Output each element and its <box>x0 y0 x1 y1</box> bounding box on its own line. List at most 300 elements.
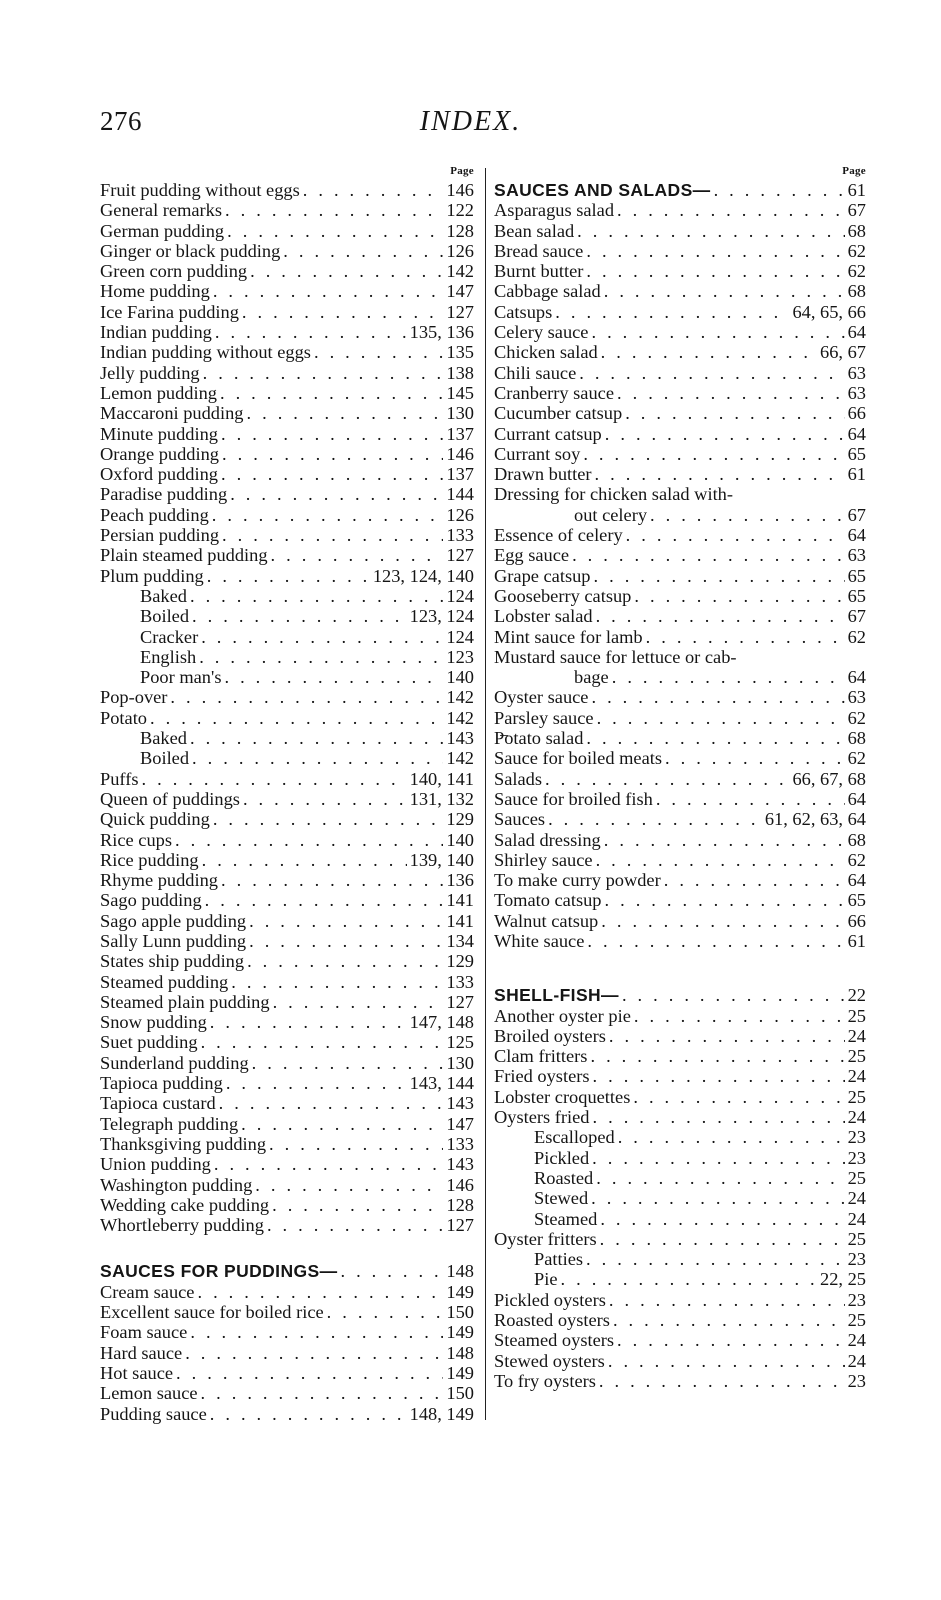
entry-text: Salad dressing <box>494 829 601 850</box>
index-entry <box>494 627 866 647</box>
index-entry <box>494 728 866 748</box>
entry-text: Burnt butter <box>494 261 584 282</box>
leader-dots <box>594 708 845 728</box>
right-column <box>494 163 866 1391</box>
entry-text: Catsups <box>494 301 553 322</box>
left-column <box>100 163 474 1424</box>
index-entry <box>494 1188 866 1208</box>
entry-text: Oyster sauce <box>494 687 589 708</box>
entry-page: 63 <box>847 362 866 383</box>
index-entry <box>100 1404 474 1424</box>
entry-text: Cream sauce <box>100 1281 195 1302</box>
index-entry <box>494 200 866 220</box>
entry-text: Baked <box>140 728 187 749</box>
leader-dots <box>172 830 443 850</box>
leader-dots <box>589 1148 844 1168</box>
column-divider <box>485 168 486 1420</box>
index-entry <box>494 484 866 504</box>
index-entry <box>100 769 474 789</box>
entry-page: 146 <box>446 1174 474 1195</box>
entry-page: 129 <box>446 809 474 830</box>
entry-text: Oxford pudding <box>100 464 218 485</box>
index-entry <box>100 505 474 525</box>
entry-page: 135, 136 <box>409 322 474 343</box>
leader-dots <box>662 748 845 768</box>
entry-text: Egg sauce <box>494 545 570 566</box>
leader-dots <box>552 302 789 322</box>
entry-page: 24 <box>847 1330 866 1351</box>
entry-text: Sauce for broiled fish <box>494 788 653 809</box>
section-title: SAUCES AND SALADS— <box>494 180 711 200</box>
leader-dots <box>216 1093 444 1113</box>
leader-dots <box>228 972 443 992</box>
entry-page: 123, 124, 140 <box>372 565 474 586</box>
entry-text: Sunderland pudding <box>100 1052 249 1073</box>
leader-dots <box>593 1168 844 1188</box>
index-entry <box>494 1087 866 1107</box>
index-entry <box>494 769 866 789</box>
entry-text: Boiled <box>140 748 190 769</box>
leader-dots <box>189 606 407 626</box>
leader-dots <box>200 363 444 383</box>
leader-dots <box>198 1032 444 1052</box>
entry-page: 65 <box>847 890 866 911</box>
entry-text: Currant catsup <box>494 423 602 444</box>
index-entry <box>494 667 866 687</box>
index-entry <box>494 1229 866 1249</box>
index-entry <box>494 1371 866 1391</box>
index-entry <box>494 748 866 768</box>
index-entry <box>100 748 474 768</box>
entry-page: 130 <box>446 1052 474 1073</box>
leader-dots <box>569 545 845 565</box>
index-entry <box>494 1351 866 1371</box>
index-entry <box>494 687 866 707</box>
entry-text: Lobster salad <box>494 606 593 627</box>
leader-dots <box>227 484 443 504</box>
entry-text: White sauce <box>494 930 585 951</box>
entry-page: 138 <box>446 362 474 383</box>
leader-dots <box>217 383 443 403</box>
leader-dots <box>590 1066 845 1086</box>
entry-text: Wedding cake pudding <box>100 1194 270 1215</box>
entry-text: Green corn pudding <box>100 261 248 282</box>
entry-text: Currant soy <box>494 443 581 464</box>
leader-dots <box>588 1188 844 1208</box>
entry-text: Pickled oysters <box>494 1289 606 1310</box>
index-entry <box>100 830 474 850</box>
leader-dots <box>615 1127 845 1147</box>
leader-dots <box>580 444 844 464</box>
entry-text: Indian pudding <box>100 322 212 343</box>
entry-text: Maccaroni pudding <box>100 403 244 424</box>
entry-page: 149 <box>446 1362 474 1383</box>
leader-dots <box>574 221 844 241</box>
leader-dots <box>587 1046 844 1066</box>
leader-dots <box>246 911 443 931</box>
entry-text: Escalloped <box>534 1127 615 1148</box>
entry-page: 137 <box>446 423 474 444</box>
entry-page: 126 <box>446 504 474 525</box>
leader-dots <box>264 1215 443 1235</box>
entry-text: Walnut catsup <box>494 910 599 931</box>
entry-text: Clam fritters <box>494 1046 588 1067</box>
leader-dots <box>266 1134 443 1154</box>
entry-text: bage <box>574 667 609 688</box>
entry-text: Rice pudding <box>100 849 199 870</box>
leader-dots <box>207 1012 407 1032</box>
entry-page: 134 <box>446 930 474 951</box>
entry-page: 127 <box>446 545 474 566</box>
index-entry <box>494 322 866 342</box>
leader-dots <box>211 1154 444 1174</box>
entry-text: Mint sauce for lamb <box>494 626 643 647</box>
index-entry <box>494 1269 866 1289</box>
entry-text: Stewed oysters <box>494 1350 605 1371</box>
entry-text: Lemon sauce <box>100 1383 198 1404</box>
index-entry <box>494 708 866 728</box>
entry-page: 66 <box>847 403 866 424</box>
entry-page: 146 <box>446 443 474 464</box>
leader-dots <box>588 322 844 342</box>
index-entry <box>494 647 866 667</box>
entry-page: 68 <box>847 281 866 302</box>
entry-text: Tapioca pudding <box>100 1073 223 1094</box>
entry-page: 144 <box>446 484 474 505</box>
entry-text: Fried oysters <box>494 1066 590 1087</box>
index-entry <box>100 261 474 281</box>
index-entry <box>100 545 474 565</box>
entry-text: To fry oysters <box>494 1370 596 1391</box>
entry-page: 22, 25 <box>820 1269 866 1290</box>
index-entry <box>494 1148 866 1168</box>
index-entry <box>100 1053 474 1073</box>
entry-page: 145 <box>446 382 474 403</box>
leader-dots <box>210 809 444 829</box>
index-entry <box>100 890 474 910</box>
index-entry <box>100 1215 474 1235</box>
entry-text: Steamed plain pudding <box>100 991 270 1012</box>
index-entry <box>100 850 474 870</box>
index-entry <box>100 809 474 829</box>
entry-page: 149 <box>446 1322 474 1343</box>
entry-page: 130 <box>446 403 474 424</box>
index-entry <box>494 850 866 870</box>
index-entry <box>494 383 866 403</box>
leader-dots <box>610 1310 845 1330</box>
leader-dots <box>583 241 844 261</box>
leader-dots <box>189 748 443 768</box>
entry-page: 143 <box>446 728 474 749</box>
index-entry <box>494 789 866 809</box>
entry-page: 142 <box>446 261 474 282</box>
section-heading <box>96 1261 474 1281</box>
leader-dots <box>542 769 789 789</box>
leader-dots <box>187 586 443 606</box>
index-entry <box>494 1066 866 1086</box>
entry-text: Peach pudding <box>100 504 209 525</box>
page-column-heading: Page <box>450 165 474 177</box>
index-entry <box>100 1175 474 1195</box>
entry-page: 25 <box>847 1228 866 1249</box>
leader-dots <box>147 708 443 728</box>
entry-text: Essence of celery <box>494 525 623 546</box>
index-entry <box>100 302 474 322</box>
entry-page: 25 <box>847 1310 866 1331</box>
entry-page: 66, 67, 68 <box>792 768 866 789</box>
index-entry <box>100 870 474 890</box>
leader-dots <box>614 383 845 403</box>
index-entry <box>100 992 474 1012</box>
entry-page: 65 <box>847 443 866 464</box>
entry-page: 127 <box>446 301 474 322</box>
entry-text: Gooseberry catsup <box>494 585 632 606</box>
leader-dots <box>218 870 443 890</box>
entry-text: English <box>140 646 197 667</box>
leader-dots <box>598 911 844 931</box>
leader-dots <box>588 687 844 707</box>
entry-text: Sago pudding <box>100 890 202 911</box>
entry-page: 23 <box>847 1249 866 1270</box>
leader-dots <box>583 261 844 281</box>
entry-text: Stewed <box>534 1188 589 1209</box>
entry-text: Puffs <box>100 768 139 789</box>
entry-page: 125 <box>446 1032 474 1053</box>
entry-page: 140 <box>446 667 474 688</box>
leader-dots <box>252 1175 443 1195</box>
entry-page: 64 <box>847 322 866 343</box>
leader-dots <box>614 1330 845 1350</box>
leader-dots <box>244 951 443 971</box>
leader-dots <box>643 627 845 647</box>
index-entry <box>100 1093 474 1113</box>
leader-dots <box>602 890 845 910</box>
entry-text: Paradise pudding <box>100 484 228 505</box>
entry-page: 63 <box>847 382 866 403</box>
entry-text: Patties <box>534 1249 584 1270</box>
entry-text: Cranberry sauce <box>494 382 614 403</box>
leader-dots <box>324 1302 444 1322</box>
entry-text: Washington pudding <box>100 1174 253 1195</box>
leader-dots <box>606 1026 845 1046</box>
entry-text: Indian pudding without eggs <box>100 342 311 363</box>
entry-text: Steamed pudding <box>100 971 229 992</box>
leader-dots <box>584 931 844 951</box>
leader-dots <box>605 1351 845 1371</box>
index-entry <box>494 1290 866 1310</box>
leader-dots <box>223 1073 407 1093</box>
index-entry <box>100 951 474 971</box>
leader-dots <box>219 525 443 545</box>
entry-text: Potato salad <box>494 728 584 749</box>
entry-text: Orange pudding <box>100 443 220 464</box>
index-entry <box>100 606 474 626</box>
leader-dots <box>711 180 845 200</box>
index-entry <box>494 566 866 586</box>
entry-page: 148 <box>446 1342 474 1363</box>
index-entry <box>100 789 474 809</box>
section-heading <box>494 985 866 1005</box>
entry-page: 63 <box>847 687 866 708</box>
leader-dots <box>606 1290 845 1310</box>
index-entry <box>494 911 866 931</box>
entry-page: 122 <box>446 200 474 221</box>
entry-page: 148, 149 <box>409 1403 474 1424</box>
entry-text: States ship pudding <box>100 951 245 972</box>
index-entry <box>494 1127 866 1147</box>
entry-page: 142 <box>446 748 474 769</box>
entry-page: 62 <box>847 748 866 769</box>
leader-dots <box>210 281 444 301</box>
index-entry <box>494 545 866 565</box>
entry-page: 143 <box>446 1154 474 1175</box>
entry-page: 149 <box>446 1281 474 1302</box>
leader-dots <box>596 1371 845 1391</box>
index-entry <box>494 302 866 322</box>
leader-dots <box>173 1363 443 1383</box>
entry-page: 137 <box>446 464 474 485</box>
leader-dots <box>311 342 443 362</box>
index-entry <box>100 931 474 951</box>
entry-text: Jelly pudding <box>100 362 200 383</box>
leader-dots <box>601 281 845 301</box>
index-entry <box>100 180 474 200</box>
leader-dots <box>590 1107 845 1127</box>
leader-dots <box>300 180 444 200</box>
entry-text: Roasted oysters <box>494 1310 610 1331</box>
leader-dots <box>202 890 444 910</box>
index-entry <box>494 809 866 829</box>
entry-text: Celery sauce <box>494 322 589 343</box>
entry-text: Persian pudding <box>100 525 220 546</box>
leader-dots <box>167 687 443 707</box>
leader-dots <box>631 586 844 606</box>
leader-dots <box>246 931 443 951</box>
leader-dots <box>598 342 817 362</box>
entry-text: Salads <box>494 768 543 789</box>
index-entry <box>494 1249 866 1269</box>
index-entry <box>100 586 474 606</box>
entry-text: Cracker <box>140 626 199 647</box>
index-entry <box>494 1107 866 1127</box>
index-entry <box>100 972 474 992</box>
entry-page: 68 <box>847 220 866 241</box>
entry-page: 139, 140 <box>409 849 474 870</box>
entry-text: out celery <box>574 504 648 525</box>
entry-text: Plain steamed pudding <box>100 545 268 566</box>
entry-page: 24 <box>847 1188 866 1209</box>
entry-text: Potato <box>100 707 148 728</box>
entry-text: Hard sauce <box>100 1342 183 1363</box>
entry-text: Hot sauce <box>100 1362 174 1383</box>
index-entry <box>100 1322 474 1342</box>
entry-text: Broiled oysters <box>494 1025 606 1046</box>
entry-text: Cucumber catsup <box>494 403 623 424</box>
entry-page: 67 <box>847 200 866 221</box>
shell-fish-list <box>494 1006 866 1392</box>
leader-dots <box>592 464 845 484</box>
index-entry <box>494 1209 866 1229</box>
leader-dots <box>280 241 443 261</box>
index-entry <box>100 1343 474 1363</box>
leader-dots <box>207 1404 407 1424</box>
entry-text: Sauces <box>494 809 546 830</box>
index-entry <box>100 1114 474 1134</box>
index-entry <box>100 1363 474 1383</box>
entry-page: 147 <box>446 281 474 302</box>
leader-dots <box>661 870 845 890</box>
index-entry <box>100 363 474 383</box>
leader-dots <box>597 1209 844 1229</box>
entry-page: 127 <box>446 1215 474 1236</box>
entry-page: 128 <box>446 1194 474 1215</box>
entry-text: Quick pudding <box>100 809 210 830</box>
index-entry <box>100 1134 474 1154</box>
leader-dots <box>240 789 407 809</box>
leader-dots <box>630 1087 844 1107</box>
entry-page: 150 <box>446 1383 474 1404</box>
index-entry <box>494 586 866 606</box>
index-entry <box>100 708 474 728</box>
entry-page: 136 <box>446 870 474 891</box>
index-entry <box>494 281 866 301</box>
entry-page: 62 <box>847 626 866 647</box>
entry-text: Baked <box>140 585 187 606</box>
leader-dots <box>221 667 443 687</box>
index-entry <box>100 667 474 687</box>
entry-page: 146 <box>446 180 474 200</box>
index-entry <box>100 1195 474 1215</box>
entry-text: To make curry powder <box>494 870 661 891</box>
entry-text: Snow pudding <box>100 1012 207 1033</box>
entry-text: Dressing for chicken salad with- <box>494 484 734 505</box>
entry-text: Minute pudding <box>100 423 219 444</box>
leader-dots <box>219 444 443 464</box>
entry-page: 64 <box>847 423 866 444</box>
index-entry <box>100 566 474 586</box>
entry-text: Bean salad <box>494 220 575 241</box>
index-entry <box>494 1026 866 1046</box>
entry-page: 25 <box>847 1046 866 1067</box>
entry-page: 142 <box>446 687 474 708</box>
entry-page: 61 <box>847 930 866 951</box>
leader-dots <box>187 1322 443 1342</box>
entry-text: Pickled <box>534 1147 590 1168</box>
leader-dots <box>212 322 407 342</box>
index-entry <box>100 728 474 748</box>
leader-dots <box>218 424 443 444</box>
entry-text: Grape catsup <box>494 565 591 586</box>
entry-text: Fruit pudding without eggs <box>100 180 300 200</box>
index-entry <box>100 627 474 647</box>
entry-page: 124 <box>446 626 474 647</box>
leader-dots <box>597 1229 845 1249</box>
entry-page: 126 <box>446 240 474 261</box>
section-heading <box>494 180 866 200</box>
entry-text: Plum pudding <box>100 565 204 586</box>
index-entry <box>100 322 474 342</box>
index-entry <box>100 484 474 504</box>
entry-page: 131, 132 <box>409 788 474 809</box>
entry-page: 62 <box>847 849 866 870</box>
index-entry <box>494 890 866 910</box>
entry-page: 123, 124 <box>409 606 474 627</box>
index-entry <box>494 1310 866 1330</box>
entry-page: 24 <box>847 1025 866 1046</box>
leader-dots <box>239 302 443 322</box>
leader-dots <box>647 505 845 525</box>
leader-dots <box>545 809 762 829</box>
